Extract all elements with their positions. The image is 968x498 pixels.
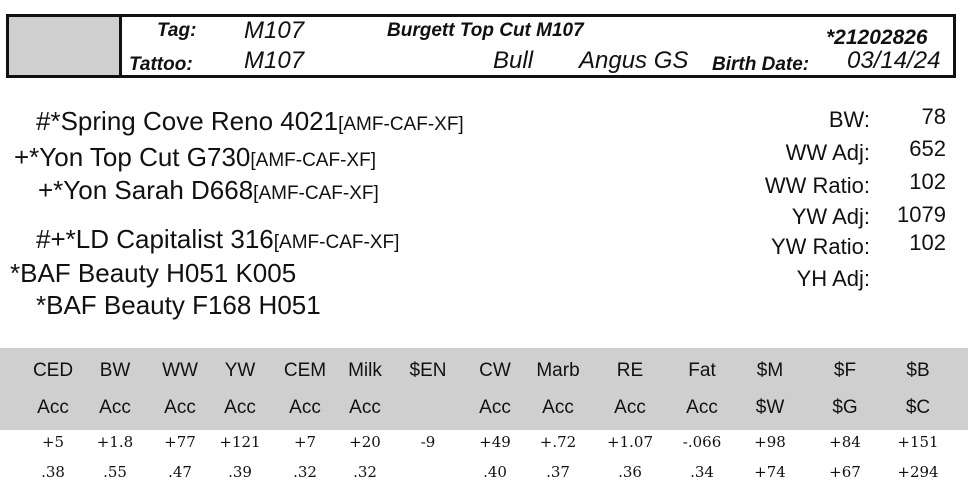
breed: Angus GS <box>579 47 689 74</box>
header-cell: Fat <box>688 360 716 381</box>
epd-value-cell: +1.07 <box>607 433 653 451</box>
registration-number: *21202826 <box>826 26 928 49</box>
header-cell: Marb <box>536 360 580 381</box>
header-cell: $M <box>756 360 784 381</box>
ww-ratio-value: 102 <box>909 169 946 194</box>
epd-value-cell: +121 <box>219 433 261 451</box>
tag-value: M107 <box>244 17 305 44</box>
accuracy-header-cell: Acc <box>164 397 196 418</box>
header-cell: Milk <box>348 360 382 381</box>
accuracy-header-cell: Acc <box>99 397 131 418</box>
epd-value-cell: +1.8 <box>96 433 134 451</box>
accuracy-value-cell: .32 <box>293 463 317 481</box>
epd-value-cell: -.066 <box>682 433 722 451</box>
yw-ratio-label: YW Ratio: <box>770 234 870 259</box>
pedigree-sire <box>14 142 376 173</box>
tattoo-label: Tattoo: <box>129 54 193 75</box>
header-cell: $EN <box>409 360 447 381</box>
accuracy-header-cell: $G <box>832 397 858 418</box>
birth-date: 03/14/24 <box>847 47 941 74</box>
pedigree-sire-dam <box>38 175 379 206</box>
header-cell: WW <box>162 360 198 381</box>
accuracy-value-cell: .38 <box>41 463 65 481</box>
pedigree-suffix: [AMF-CAF-XF] <box>273 232 400 253</box>
pedigree-name: +*Yon Top Cut G730 <box>14 142 251 172</box>
ww-adj-label: WW Adj: <box>785 140 870 165</box>
header-cell: $F <box>833 360 857 381</box>
yh-adj-label: YH Adj: <box>796 266 870 291</box>
accuracy-header-cell: Acc <box>289 397 321 418</box>
accuracy-header-cell: Acc <box>37 397 69 418</box>
epd-value-cell: +49 <box>479 433 511 451</box>
accuracy-value-cell: +294 <box>897 463 939 481</box>
accuracy-header-cell: Acc <box>614 397 646 418</box>
tattoo-value: M107 <box>244 47 305 74</box>
tag-label: Tag: <box>157 20 197 41</box>
header-cell: $B <box>906 360 930 381</box>
accuracy-value-cell: +74 <box>754 463 786 481</box>
birth-date-label: Birth Date: <box>712 54 810 75</box>
epd-value-cell: +20 <box>349 433 381 451</box>
yw-ratio-value: 102 <box>909 230 946 255</box>
epd-value-cell: +7 <box>293 433 317 451</box>
epd-value-cell: -9 <box>420 433 436 451</box>
accuracy-value-cell: .39 <box>228 463 252 481</box>
pedigree-dam-dam <box>36 290 321 321</box>
header-cell: CW <box>479 360 511 381</box>
header-box <box>6 14 956 78</box>
pedigree-dam-sire <box>36 224 399 255</box>
header-cell: CED <box>32 360 74 381</box>
animal-name: Burgett Top Cut M107 <box>387 20 584 41</box>
yw-adj-label: YW Adj: <box>791 204 870 229</box>
ww-ratio-label: WW Ratio: <box>764 173 870 198</box>
pedigree-suffix: [AMF-CAF-XF] <box>338 114 464 135</box>
accuracy-header-cell: Acc <box>542 397 574 418</box>
accuracy-header-cell: Acc <box>224 397 256 418</box>
accuracy-value-cell: .36 <box>618 463 642 481</box>
accuracy-header-cell: $C <box>905 397 931 418</box>
bw-value: 78 <box>921 104 946 129</box>
bw-label: BW: <box>828 107 870 132</box>
epd-value-cell: +151 <box>897 433 939 451</box>
accuracy-header-cell: Acc <box>479 397 511 418</box>
photo-placeholder <box>9 17 122 75</box>
epd-value-cell: +98 <box>754 433 786 451</box>
header-cell: YW <box>224 360 256 381</box>
pedigree-name: *BAF Beauty F168 H051 <box>36 290 321 320</box>
epd-value-cell: +5 <box>41 433 65 451</box>
pedigree-sire-sire <box>36 106 464 137</box>
ww-adj-value: 652 <box>909 136 946 161</box>
epd-value-cell: +84 <box>829 433 861 451</box>
epd-value-cell: +.72 <box>539 433 577 451</box>
yw-adj-value: 1079 <box>897 202 946 227</box>
epd-value-cell: +77 <box>164 433 196 451</box>
sex: Bull <box>493 47 534 74</box>
header-cell: CEM <box>283 360 327 381</box>
accuracy-value-cell: .40 <box>483 463 507 481</box>
header-cell: RE <box>616 360 644 381</box>
accuracy-value-cell: .32 <box>353 463 377 481</box>
pedigree-dam <box>10 258 296 289</box>
pedigree-suffix: [AMF-CAF-XF] <box>250 150 376 171</box>
pedigree-name: #*Spring Cove Reno 4021 <box>36 106 339 136</box>
accuracy-header-cell: Acc <box>349 397 381 418</box>
accuracy-header-cell: Acc <box>686 397 718 418</box>
accuracy-value-cell: .47 <box>168 463 192 481</box>
pedigree-name: #+*LD Capitalist 316 <box>36 224 274 254</box>
accuracy-value-cell: .34 <box>690 463 714 481</box>
accuracy-value-cell: .37 <box>546 463 570 481</box>
pedigree-name: +*Yon Sarah D668 <box>38 175 254 205</box>
pedigree-suffix: [AMF-CAF-XF] <box>253 183 379 204</box>
header-cell: BW <box>99 360 131 381</box>
accuracy-value-cell: +67 <box>829 463 861 481</box>
accuracy-header-cell: $W <box>755 397 785 418</box>
pedigree-name: *BAF Beauty H051 K005 <box>10 258 297 288</box>
accuracy-value-cell: .55 <box>103 463 127 481</box>
